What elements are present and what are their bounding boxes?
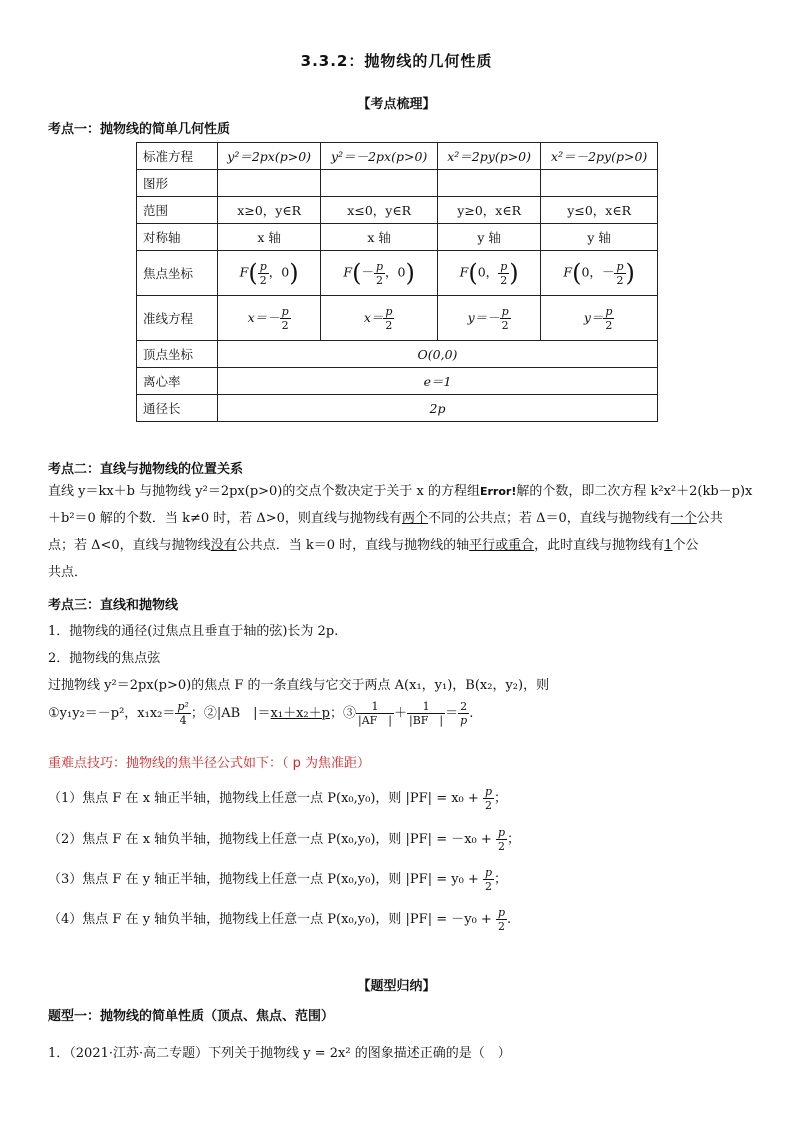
row-label: 焦点坐标 xyxy=(137,251,218,296)
directrix-cell: x＝－ $\frac{p}{2}$ xyxy=(218,296,321,341)
table-row xyxy=(137,368,658,395)
table-row xyxy=(137,341,658,368)
table-row xyxy=(137,395,658,422)
topic2-title: 考点二：直线与抛物线的位置关系 xyxy=(48,462,244,477)
question-1: 1．（2021·江苏·高二专题）下列关于抛物线 y = 2x² 的图象描述正确的是（ ） xyxy=(48,1046,511,1061)
topic3-title: 考点三：直线和抛物线 xyxy=(48,598,179,613)
tip-item: （4）焦点 F 在 y 轴负半轴，抛物线上任意一点 P(x₀,y₀)，则 |PF| = －y₀ + $\frac{p}{2}$ . xyxy=(48,906,512,933)
row-label: 离心率 xyxy=(137,368,218,395)
directrix-cell: x＝ $\frac{p}{2}$ xyxy=(321,296,438,341)
section-header-types: 【题型归纳】 xyxy=(357,979,436,994)
focus-cell: F(0，－ $\frac{p}{2}$ ) xyxy=(541,251,658,296)
range-cell: y≤0，x∈R xyxy=(541,197,658,224)
vertex-cell: O(0,0) xyxy=(218,341,658,368)
graph-cell xyxy=(541,170,658,197)
range-cell: x≥0，y∈R xyxy=(218,197,321,224)
axis-cell: x 轴 xyxy=(321,224,438,251)
directrix-cell: y＝－ $\frac{p}{2}$ xyxy=(437,296,540,341)
row-label: 范围 xyxy=(137,197,218,224)
std-eq-cell: x²＝2py(p>0) xyxy=(437,143,540,170)
topic3-point2: 2．抛物线的焦点弦 xyxy=(48,651,161,666)
tip-item: （2）焦点 F 在 x 轴负半轴，抛物线上任意一点 P(x₀,y₀)，则 |PF| = －x₀ + $\frac{p}{2}$ ； xyxy=(48,826,520,853)
row-label: 图形 xyxy=(137,170,218,197)
table-row xyxy=(137,197,658,224)
focus-cell: F(－ $\frac{p}{2}$ ，0) xyxy=(321,251,438,296)
range-cell: y≥0，x∈R xyxy=(437,197,540,224)
std-eq-cell: y²＝2px(p>0) xyxy=(218,143,321,170)
graph-cell xyxy=(218,170,321,197)
table-row xyxy=(137,224,658,251)
focus-cell: F( $\frac{p}{2}$ ，0) xyxy=(218,251,321,296)
latus-cell: 2p xyxy=(218,395,658,422)
table-row xyxy=(137,143,658,170)
table-row xyxy=(137,170,658,197)
std-eq-cell: y²＝－2px(p>0) xyxy=(321,143,438,170)
std-eq-cell: x²＝－2py(p>0) xyxy=(541,143,658,170)
topic2-paragraph: 直线 y＝kx＋b 与抛物线 y²＝2px(p>0)的交点个数决定于关于 x 的方程组Error!解的个数，即二次方程 k²x²＋2(kb－p)x ＋b²＝0 解的个数．当 k≠0 时，若 Δ>0，则直线与抛物线有两个不同的公共点；若 Δ＝0，直线与抛物线有一个公共 点；若 Δ<0，直线与抛物线没有公共点．当 k＝0 时，直线与抛物线的轴平行或重合，此时直线与抛物线有1个公 共点． xyxy=(48,484,753,580)
focal-chord-formulas: ①y₁y₂＝－p²，x₁x₂＝ $\frac{\text{p²}}{4}$ ；②|AB |＝x₁＋x₂＋p；③ $\frac{1}{|AF |}$ ＋ $\frac{1}{|BF |}$ ＝ $\frac{2}{p}$ . xyxy=(48,700,474,727)
table-row xyxy=(137,251,658,296)
axis-cell: x 轴 xyxy=(218,224,321,251)
range-cell: x≤0，y∈R xyxy=(321,197,438,224)
row-label: 准线方程 xyxy=(137,296,218,341)
table-row xyxy=(137,296,658,341)
tip-item: （3）焦点 F 在 y 轴正半轴，抛物线上任意一点 P(x₀,y₀)，则 |PF| = y₀ + $\frac{p}{2}$ ； xyxy=(48,866,508,893)
graph-cell xyxy=(321,170,438,197)
section-header-review: 【考点梳理】 xyxy=(357,97,436,112)
row-label: 对称轴 xyxy=(137,224,218,251)
directrix-cell: y＝ $\frac{p}{2}$ xyxy=(541,296,658,341)
eccentricity-cell: e＝1 xyxy=(218,368,658,395)
topic3-point3: 过抛物线 y²＝2px(p>0)的焦点 F 的一条直线与它交于两点 A(x₁，y₁)，B(x₂，y₂)，则 xyxy=(48,678,550,693)
topic3-point1: 1．抛物线的通径(过焦点且垂直于轴的弦)长为 2p. xyxy=(48,624,339,639)
row-label: 通径长 xyxy=(137,395,218,422)
tip-item: （1）焦点 F 在 x 轴正半轴，抛物线上任意一点 P(x₀,y₀)，则 |PF| = x₀ + $\frac{p}{2}$ ； xyxy=(48,785,507,812)
tip-title: 重难点技巧：抛物线的焦半径公式如下：（ p 为焦准距） xyxy=(48,756,371,771)
graph-cell xyxy=(437,170,540,197)
row-label: 顶点坐标 xyxy=(137,341,218,368)
axis-cell: y 轴 xyxy=(437,224,540,251)
page-title: 3.3.2：抛物线的几何性质 xyxy=(300,52,493,70)
axis-cell: y 轴 xyxy=(541,224,658,251)
parabola-properties-table xyxy=(136,142,658,422)
type1-title: 题型一：抛物线的简单性质（顶点、焦点、范围） xyxy=(48,1009,335,1024)
row-label: 标准方程 xyxy=(137,143,218,170)
topic1-title: 考点一：抛物线的简单几何性质 xyxy=(48,122,231,137)
focus-cell: F(0， $\frac{p}{2}$ ) xyxy=(437,251,540,296)
